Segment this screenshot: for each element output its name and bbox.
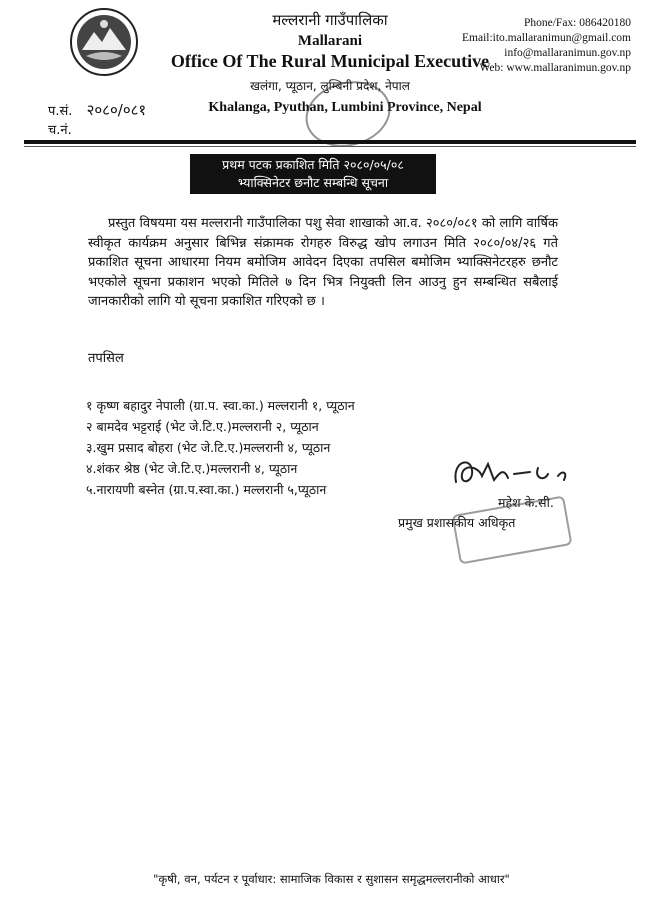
footer-motto: "कृषी, वन, पर्यटन र पूर्वाधार: सामाजिक विकास र सुशासन समृद्धमल्लरानीको आधार"	[153, 872, 510, 886]
chalani-label: च.नं.	[48, 123, 72, 138]
chalani-number	[48, 120, 72, 138]
patra-sankhya	[48, 100, 146, 120]
notice-subject: भ्याक्सिनेटर छनौट सम्बन्धि सूचना	[237, 175, 389, 190]
list-item: २ बामदेव भट्टराई (भेट जे.टि.ए.)मल्लरानी २, प्यूठान	[86, 419, 319, 434]
contact-block	[462, 16, 631, 76]
list-item: ४.शंकर श्रेष्ठ (भेट जे.टि.ए.)मल्लरानी ४, प्यूठान	[86, 461, 298, 476]
office-title-english: Office Of The Rural Municipal Executive	[170, 51, 490, 71]
list-item: १ कृष्ण बहादुर नेपाली (ग्रा.प. स्वा.का.) मल्लरानी १, प्यूठान	[86, 398, 355, 413]
vaccinator-list	[86, 395, 355, 500]
handwritten-signature	[448, 452, 578, 492]
signatory-name: महेश के.सी.	[498, 495, 554, 510]
contact-email-primary: Email:ito.mallaranimun@gmail.com	[462, 32, 631, 44]
notice-title-banner	[190, 154, 436, 194]
contact-website: Web: www.mallaranimun.gov.np	[479, 62, 631, 74]
patra-value: २०८०/०८१	[86, 101, 147, 119]
notice-publication-date: प्रथम पटक प्रकाशित मिति २०८०/०५/०८	[222, 157, 404, 172]
contact-email-secondary: info@mallaranimun.gov.np	[504, 47, 631, 59]
list-item: ३.खुम प्रसाद बोहरा (भेट जे.टि.ए.)मल्लरानी ४, प्यूठान	[86, 440, 331, 455]
contact-phone: Phone/Fax: 086420180	[523, 17, 631, 29]
municipality-name-english: Mallarani	[297, 33, 363, 49]
notice-body: प्रस्तुत विषयमा यस मल्लरानी गाउँपालिका पशु सेवा शाखाको आ.व. २०८०/०८१ को लागि वार्षिक स्वीकृत कार्यक्रम अनुसार बिभिन्न संक्रामक रोगहरु विरुद्ध खोप लगाउन मिति २०८०/०४/२६ गते प्रकाशित सूचना आधारमा नियम बमोजिम आवेदन दिएका तपसिल बमोजिम भ्याक्सिनेटरहरु छनौट भएकोले सूचना प्रकाशन भएको मितिले ७ दिन भित्र नियुक्ती लिन आउनु हुन सम्बन्धित सबैलाई जानकारीको लागि यो सूचना प्रकाशित गरिएको छ ।	[88, 216, 558, 309]
address-english: Khalanga, Pyuthan, Lumbini Province, Nepal	[208, 100, 482, 115]
list-item: ५.नारायणी बस्नेत (ग्रा.प.स्वा.का.) मल्लरानी ५,प्यूठान	[86, 482, 327, 497]
address-nepali: खलंगा, प्यूठान, लुम्बिनी प्रदेश, नेपाल	[250, 79, 410, 93]
signatory-title: प्रमुख प्रशासकीय अधिकृत	[398, 515, 516, 530]
signature-stamp	[452, 495, 573, 564]
header-divider-thin	[24, 146, 636, 147]
municipality-name-nepali: मल्लरानी गाउँपालिका	[272, 11, 388, 29]
details-heading: तपसिल	[88, 351, 124, 366]
patra-label: प.सं.	[48, 104, 73, 119]
header-divider	[24, 140, 636, 144]
